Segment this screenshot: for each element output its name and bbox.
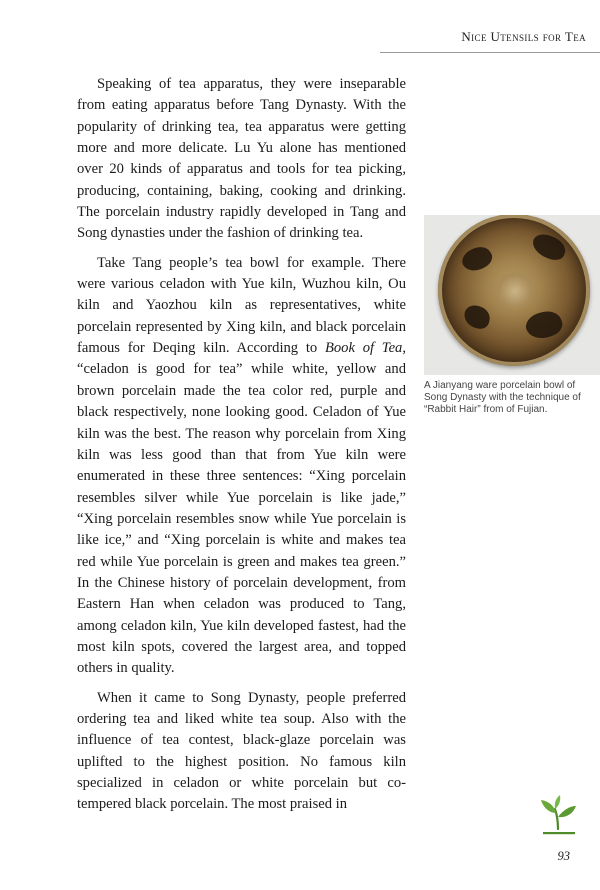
bowl-photo: [424, 215, 600, 375]
page-number: 93: [557, 849, 570, 863]
main-text: [77, 74, 406, 824]
header-rule: [380, 52, 600, 53]
running-header-title: Nice Utensils for Tea: [461, 29, 586, 44]
paragraph-3: When it came to Song Dynasty, people preferred ordering tea and liked white tea soup. Also with the influence of tea contest, black-glaze porcelain was uplifted to the highest position. No famous kiln specialized in celadon or white porcelain but co-tempered black porcelain. The most praised in: [77, 689, 406, 813]
paragraph-2-start: Take Tang people’s tea bowl for example. There were various celadon with Yue kiln, Wuzhou kiln, Ou kiln and Yaozhou kiln as representatives, white porcelain represented by Xing kiln, and black porcelain famous for Deqing kiln. According to: [77, 254, 406, 357]
paragraph-1: Speaking of tea apparatus, they were inseparable from eating apparatus before Tang Dynasty. With the popularity of drinking tea, tea apparatus were getting more and more delicate. Lu Yu alone has mentioned over 20 kinds of apparatus and tools for tea picking, producing, containing, baking, cooking and drinking. The porcelain industry rapidly developed in Tang and Song dynasties under the fashion of drinking tea.: [77, 76, 406, 242]
paragraph-2-end: , “celadon is good for tea” while white, yellow and brown porcelain made the tea color red, purple and black respectively, none looking good. Celadon of Yue kiln was the best. The reason why porcelain from Xing kiln was less good than that from Yue kiln were enumerated in these three sentences: “Xing porcelain resembles silver while Yue porcelain is like jade,” “Xing porcelain resembles snow while Yue porcelain is like ice,” and “Xing porcelain is white and makes tea red while Yue porcelain is green and makes tea green.” In the Chinese history of porcelain development, from Eastern Han when celadon was produced to Tang, among celadon kiln, Yue kiln developed fastest, had the most kiln spots, covered the largest area, and topped others in quality.: [77, 340, 407, 677]
bowl-image: [438, 215, 590, 366]
tea-sprout-icon: [537, 793, 579, 839]
bowl-center: [496, 272, 534, 310]
figure-caption: A Jianyang ware porcelain bowl of Song Dynasty with the technique of “Rabbit Hair” from of Fujian.: [424, 380, 581, 415]
paragraph-2: [77, 253, 406, 680]
book-title: Book of Tea: [324, 340, 403, 357]
